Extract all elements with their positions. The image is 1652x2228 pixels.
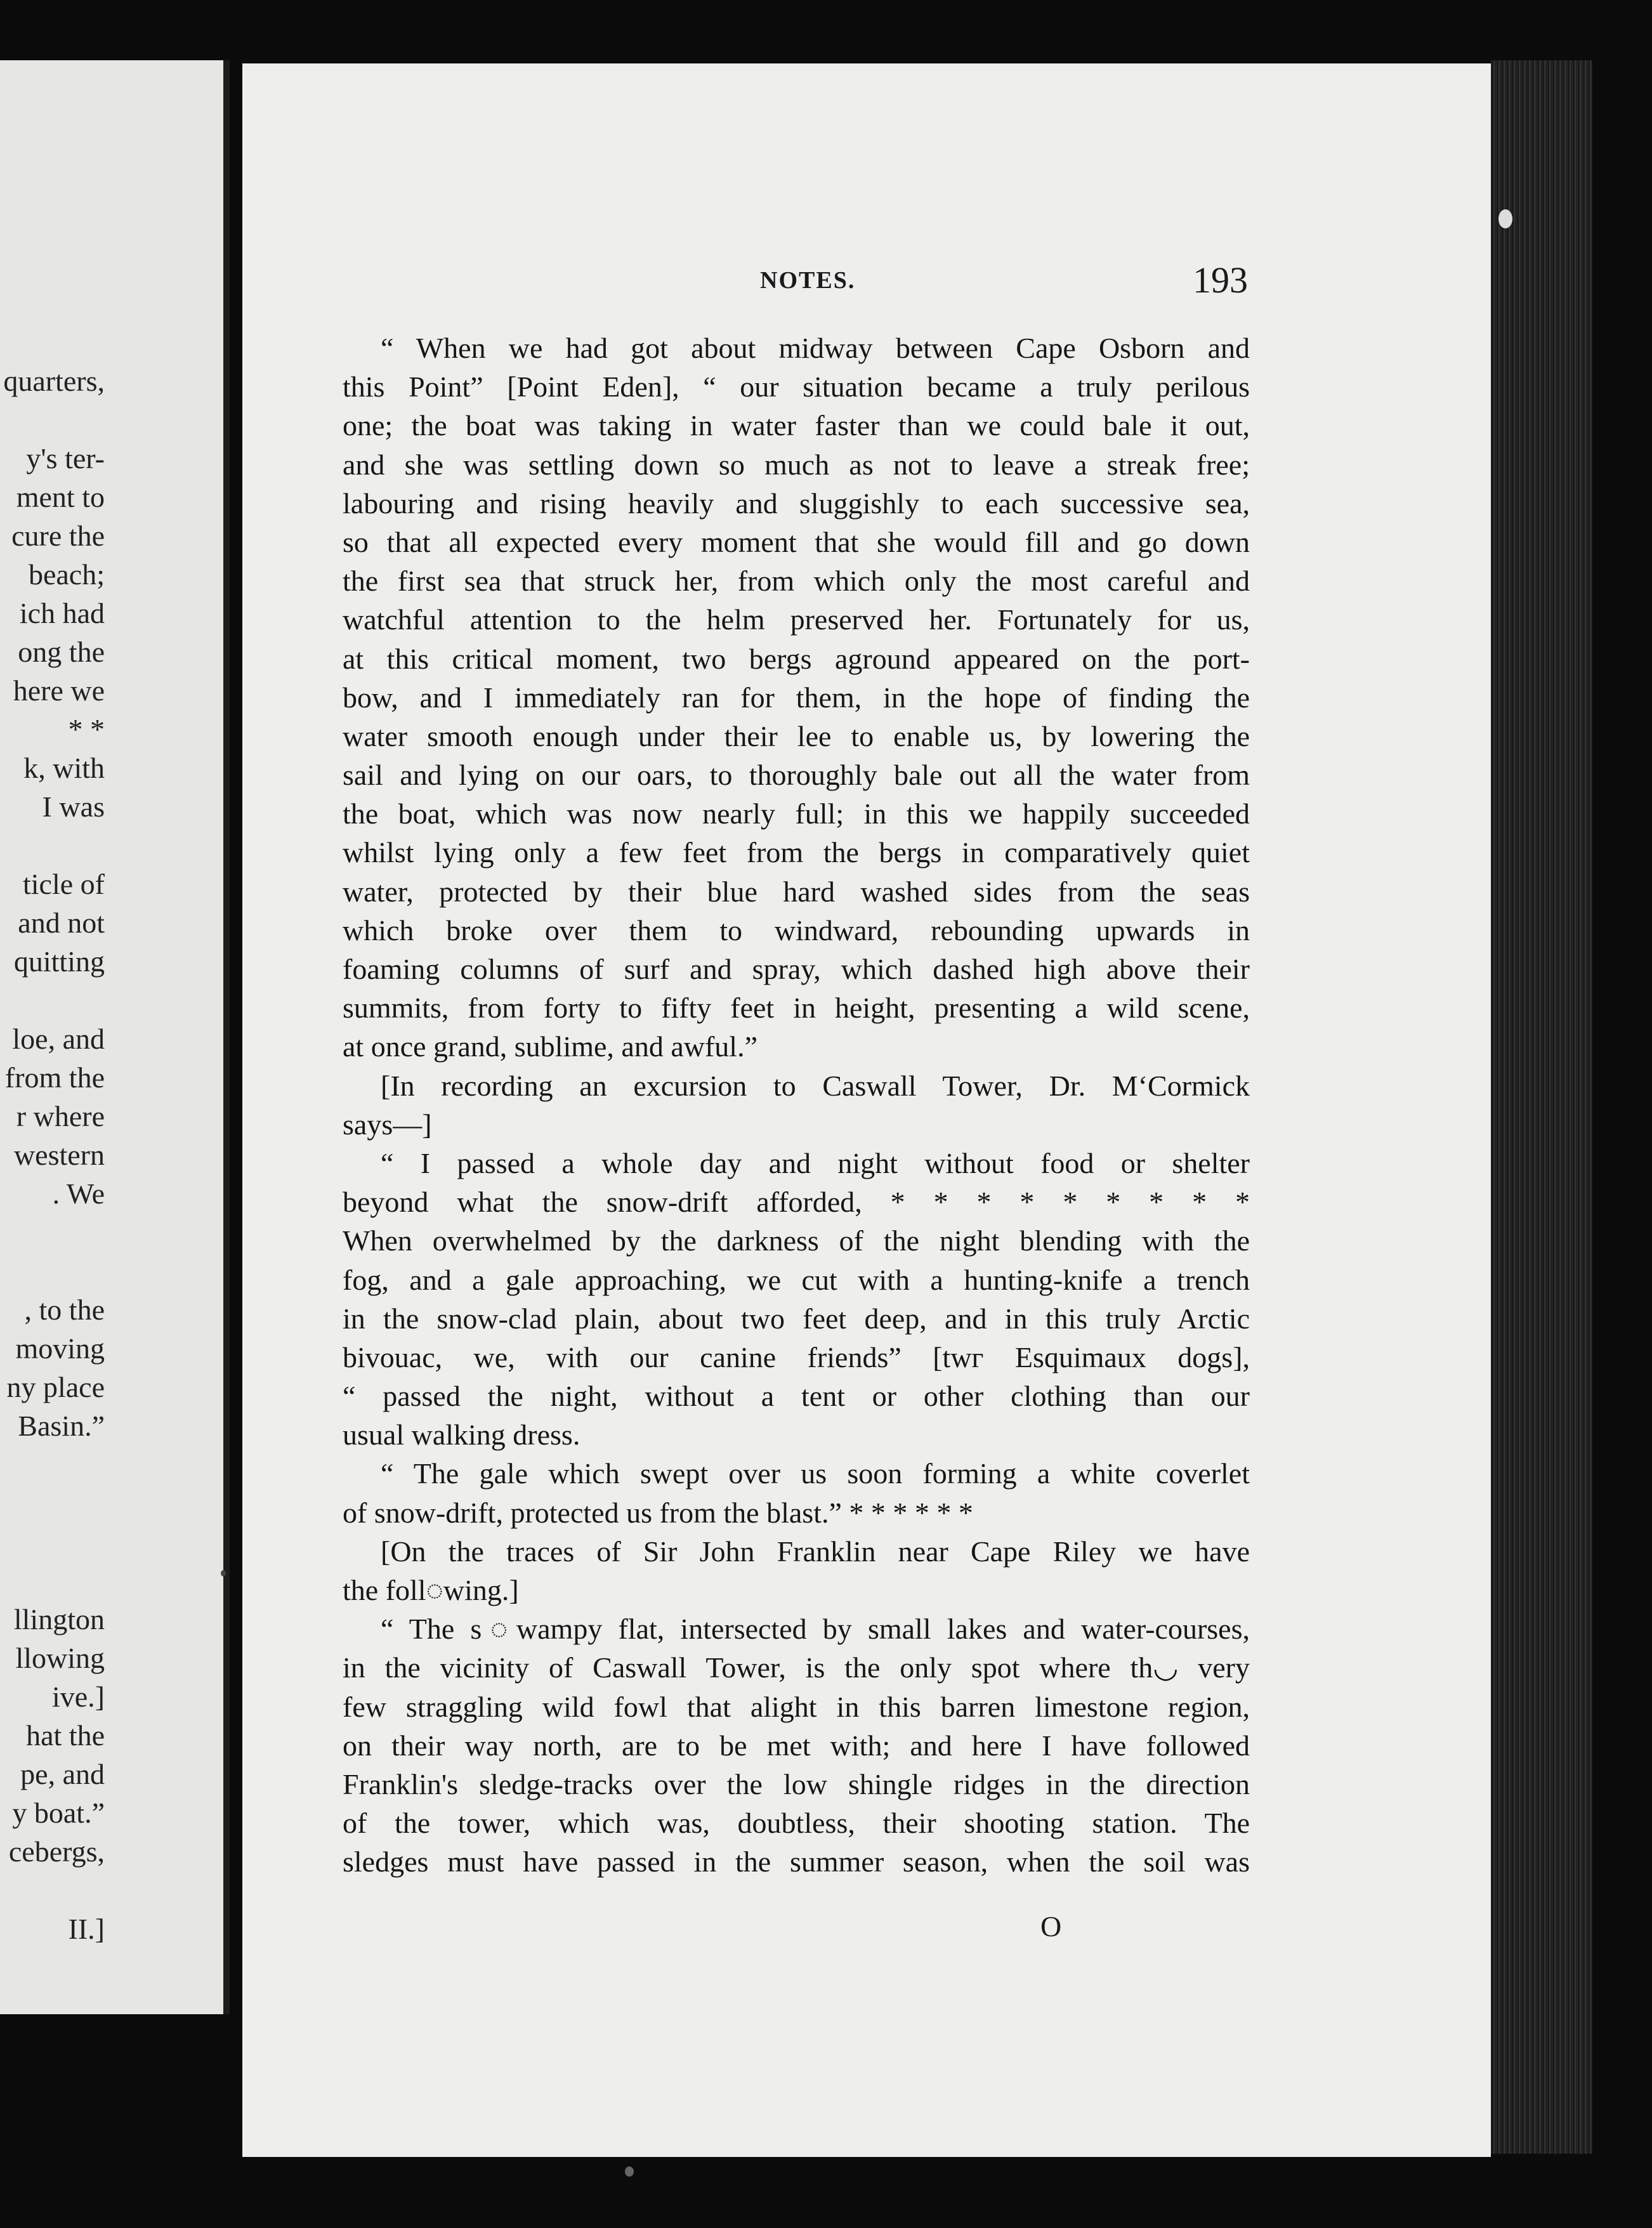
- signature-mark: O: [1040, 1910, 1062, 1943]
- text-line: of snow-drift, protected us from the blast.” * * * * * *: [343, 1496, 973, 1529]
- facing-page-line: quarters,: [3, 365, 105, 397]
- text-line: at once grand, sublime, and awful.”: [343, 1030, 757, 1063]
- text-line: water smooth enough under their lee to enable us, by lowering the: [343, 719, 1250, 752]
- text-line: water, protected by their blue hard washed sides from the seas: [343, 875, 1250, 908]
- facing-page-line: hat the: [26, 1719, 105, 1752]
- facing-page-line: here we: [13, 674, 105, 707]
- facing-page-line: moving: [15, 1332, 105, 1365]
- text-line: [On the traces of Sir John Franklin near Cape Riley we have: [381, 1535, 1250, 1568]
- text-line: bivouac, we, with our canine friends” [twᴦ Esquimaux dogs],: [343, 1340, 1250, 1373]
- facing-page-line: llowing: [15, 1642, 105, 1674]
- facing-page-line: loe, and: [12, 1023, 105, 1055]
- facing-page: [0, 60, 230, 2014]
- text-line: [In recording an excursion to Caswall Tower, Dr. M‘Cormick: [381, 1069, 1250, 1102]
- facing-page-line: ich had: [19, 597, 105, 629]
- facing-page-line: ticle of: [23, 868, 105, 900]
- facing-page-line: r where: [16, 1100, 105, 1132]
- facing-page-line: from the: [4, 1061, 105, 1094]
- running-head: NOTES.: [760, 267, 856, 294]
- facing-page-line: Basin.”: [18, 1410, 105, 1442]
- text-line: sledges must have passed in the summer season, when the soil was: [343, 1845, 1250, 1878]
- facing-page-line: cure the: [11, 520, 105, 552]
- text-line: “ I passed a whole day and night without food or shelter: [381, 1146, 1250, 1179]
- page-number: 193: [1193, 259, 1248, 301]
- text-line: so that all expected every moment that she would fill and go down: [343, 525, 1250, 558]
- facing-page-line: ive.]: [51, 1681, 105, 1713]
- text-line: in the vicinity of Caswall Tower, is the only spot where th◡ very: [343, 1651, 1250, 1684]
- facing-page-line: cebergs,: [8, 1835, 105, 1868]
- text-line: of the tower, which was, doubtless, their shooting station. The: [343, 1807, 1250, 1840]
- book-page-edges: [1491, 60, 1592, 2154]
- text-line: the first sea that struck her, from which only the most careful and: [343, 565, 1250, 598]
- facing-page-line: western: [13, 1139, 105, 1171]
- text-line: “ passed the night, without a tent or other clothing than our: [343, 1380, 1250, 1413]
- text-line: foaming columns of surf and spray, which dashed high above their: [343, 953, 1250, 985]
- facing-page-line: , to the: [24, 1294, 105, 1326]
- text-line: whilst lying only a few feet from the bergs in comparatively quiet: [343, 836, 1250, 869]
- text-line: “ The gale which swept over us soon forming a white coverlet: [381, 1457, 1250, 1490]
- paper-speck: [625, 2166, 634, 2177]
- facing-page-line: and not: [18, 907, 105, 939]
- text-line: one; the boat was taking in water faster than we could bale it out,: [343, 409, 1250, 442]
- text-line: labouring and rising heavily and sluggishly to each successive sea,: [343, 487, 1250, 520]
- text-line: When overwhelmed by the darkness of the night blending with the: [343, 1224, 1250, 1257]
- facing-page-line: . We: [52, 1177, 105, 1210]
- facing-page-line: llington: [13, 1603, 105, 1635]
- facing-page-line: quitting: [13, 945, 105, 978]
- facing-page-line: pe, and: [20, 1758, 105, 1790]
- facing-page-line: k, with: [23, 752, 105, 784]
- paper-speck: [221, 1570, 226, 1576]
- text-line: on their way north, are to be met with; and here I have followed: [343, 1729, 1250, 1762]
- facing-page-line: y's ter-: [26, 442, 105, 475]
- facing-page-line: II.]: [68, 1913, 105, 1945]
- text-line: “ The s◌wampy flat, intersected by small lakes and water-courses,: [381, 1613, 1250, 1646]
- text-line: sail and lying on our oars, to thoroughly bale out all the water from: [343, 759, 1250, 792]
- text-line: watchful attention to the helm preserved her. Fortunately for us,: [343, 603, 1250, 636]
- text-line: this Point” [Point Eden], “ our situation became a truly perilous: [343, 370, 1250, 403]
- text-line: “ When we had got about midway between Cape Osborn and: [381, 332, 1250, 364]
- facing-page-line: ment to: [16, 481, 105, 513]
- facing-page-line: ny place: [6, 1371, 105, 1403]
- facing-page-line: * *: [68, 713, 105, 745]
- text-line: the foll◌wing.]: [343, 1574, 519, 1606]
- text-line: fog, and a gale approaching, we cut with a hunting-knife a trench: [343, 1263, 1250, 1296]
- text-line: in the snow-clad plain, about two feet deep, and in this truly Arctic: [343, 1302, 1250, 1335]
- paper-speck: [1498, 209, 1512, 228]
- facing-page-line: I was: [42, 790, 105, 823]
- facing-page-line: ong the: [18, 636, 105, 668]
- text-line: says—]: [343, 1108, 432, 1141]
- text-line: beyond what the snow-drift afforded, * * * * * * * * *: [343, 1186, 1250, 1219]
- text-line: Franklin's sledge-tracks over the low shingle ridges in the direction: [343, 1767, 1250, 1800]
- body-text: [343, 329, 1250, 1882]
- text-line: bow, and I immediately ran for them, in the hope of finding the: [343, 681, 1250, 714]
- page-header: [0, 259, 1652, 305]
- facing-page-line: beach;: [28, 558, 105, 591]
- text-line: and she was settling down so much as not to leave a streak free;: [343, 448, 1250, 481]
- facing-page-line: y boat.”: [12, 1797, 105, 1829]
- text-line: which broke over them to windward, rebounding upwards in: [343, 914, 1250, 947]
- text-line: usual walking dress.: [343, 1419, 580, 1451]
- text-line: summits, from forty to fifty feet in height, presenting a wild scene,: [343, 992, 1250, 1025]
- text-line: the boat, which was now nearly full; in this we happily succeeded: [343, 797, 1250, 830]
- text-line: few straggling wild fowl that alight in this barren limestone region,: [343, 1690, 1250, 1723]
- text-line: at this critical moment, two bergs aground appeared on the port-: [343, 642, 1250, 675]
